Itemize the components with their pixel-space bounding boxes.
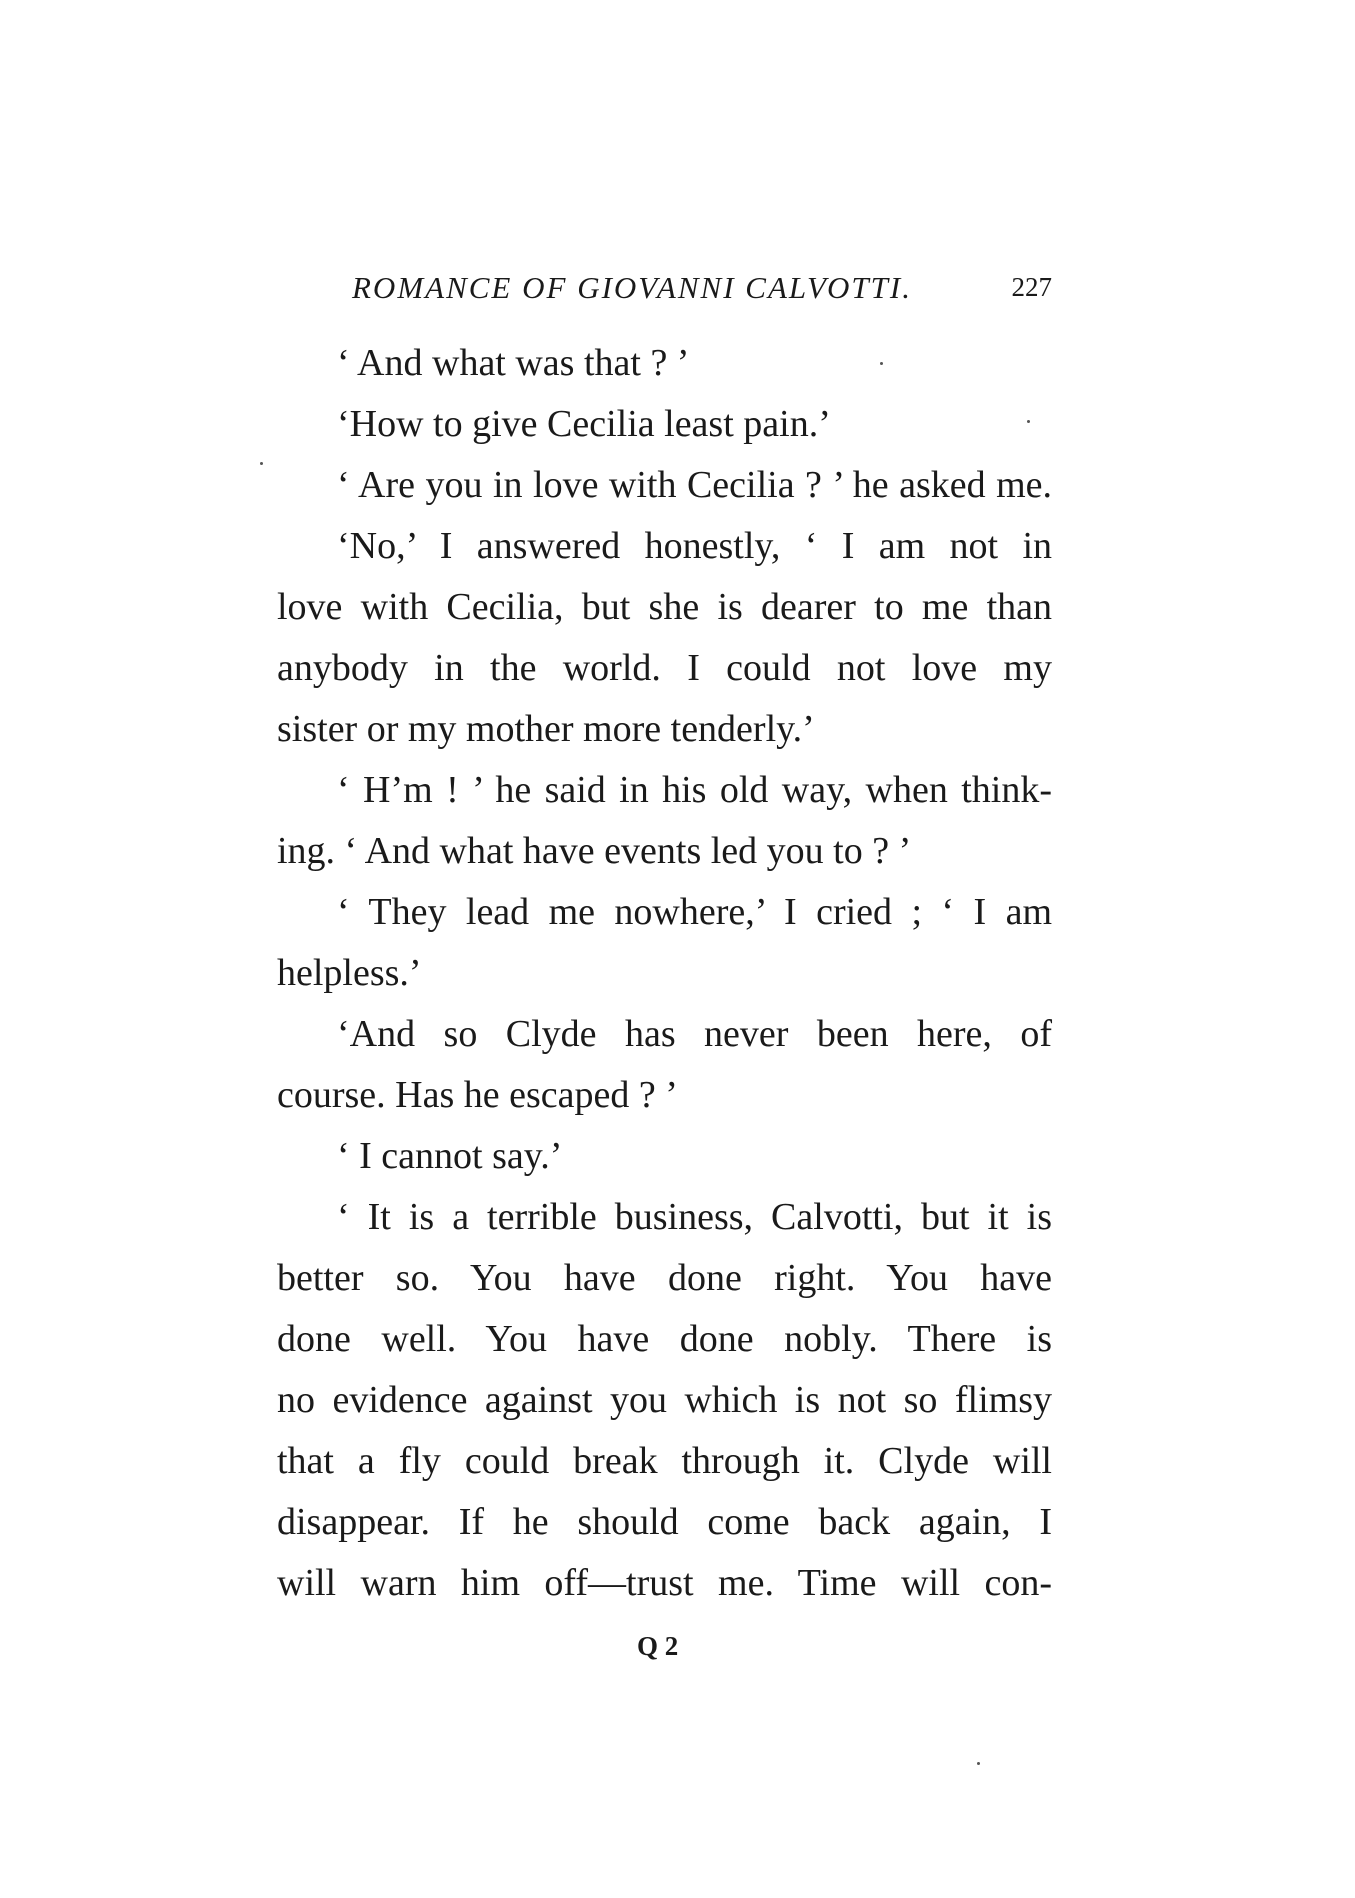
text-line: ing. ‘ And what have events led you to ? ’	[277, 830, 912, 872]
text-line: helpless.’	[277, 952, 422, 994]
ink-speck	[977, 1762, 980, 1765]
text-line: ‘ It is a terrible business, Calvotti, but it is	[337, 1196, 1052, 1238]
text-line: ‘No,’ I answered honestly, ‘ I am not in	[337, 525, 1052, 567]
text-line: ‘And so Clyde has never been here, of	[337, 1013, 1052, 1055]
page-number: 227	[1011, 272, 1052, 302]
text-line: sister or my mother more tenderly.’	[277, 708, 815, 750]
text-line: done well. You have done nobly. There is	[277, 1318, 1052, 1360]
signature-mark: Q 2	[637, 1631, 679, 1661]
ink-speck	[1027, 420, 1030, 423]
text-line: ‘ And what was that ? ’	[337, 342, 690, 384]
text-line: ‘ Are you in love with Cecilia ? ’ he asked me.	[337, 464, 1052, 506]
text-line: that a fly could break through it. Clyde will	[277, 1440, 1052, 1482]
ink-speck	[880, 362, 883, 365]
text-line: no evidence against you which is not so flimsy	[277, 1379, 1052, 1421]
text-line: better so. You have done right. You have	[277, 1257, 1052, 1299]
text-line: ‘How to give Cecilia least pain.’	[337, 403, 831, 445]
text-line: course. Has he escaped ? ’	[277, 1074, 678, 1116]
ink-speck	[260, 462, 263, 465]
text-line: love with Cecilia, but she is dearer to me than	[277, 586, 1052, 628]
text-line: ‘ H’m ! ’ he said in his old way, when think-	[337, 769, 1052, 811]
text-line: anybody in the world. I could not love my	[277, 647, 1052, 689]
text-line: disappear. If he should come back again, I	[277, 1501, 1052, 1543]
text-line: will warn him off—trust me. Time will con-	[277, 1562, 1052, 1604]
text-line: ‘ They lead me nowhere,’ I cried ; ‘ I am	[337, 891, 1052, 933]
running-title: ROMANCE OF GIOVANNI CALVOTTI.	[352, 270, 912, 305]
running-head	[352, 270, 1052, 310]
text-line: ‘ I cannot say.’	[337, 1135, 563, 1177]
